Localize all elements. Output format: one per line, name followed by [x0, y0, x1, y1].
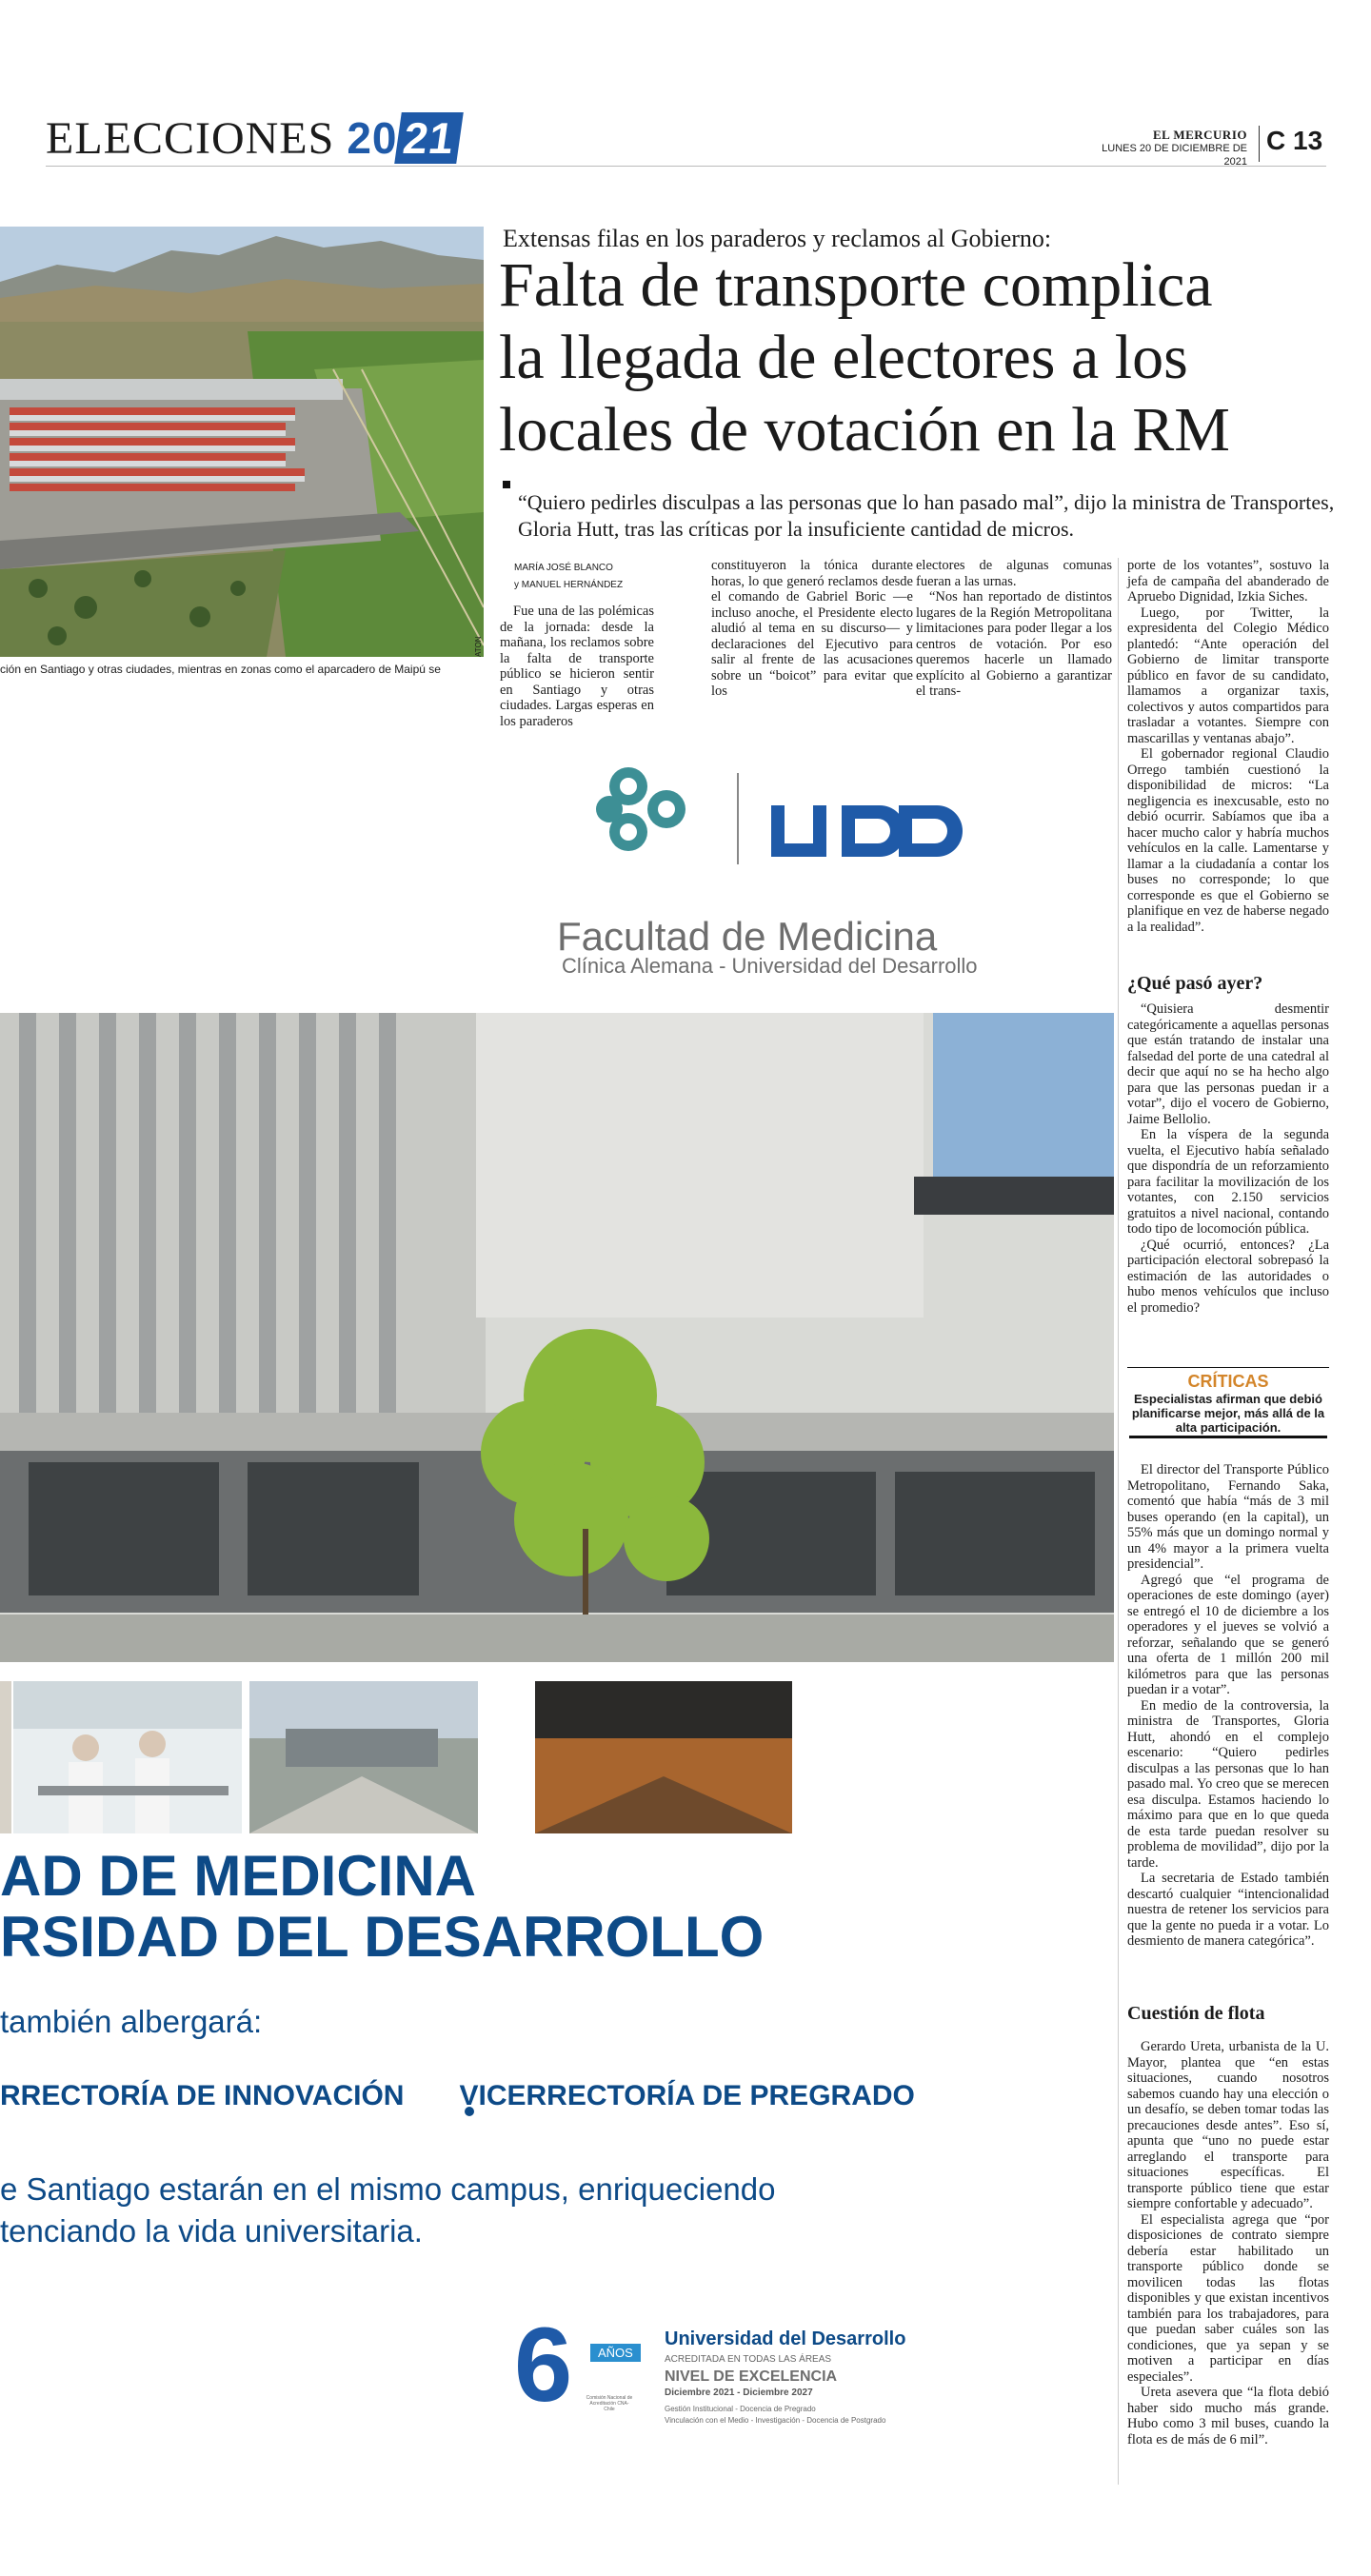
paragraph: constituyeron la tónica durante horas, lo que generó reclamos desde el comando de Gabriel Boric —e incluso anoche, el Presidente electo aludió al tema en su discurso— y declaraciones del Ejecutivo para salir al frente de las acusaciones sobre un “boicot” para evitar que los	[711, 558, 913, 699]
paragraph: El director del Transporte Público Metropolitano, Fernando Saka, comentó que había “más de 3 mil buses operando (en la capital), un 55% más que un domingo normal y un 4% mayor a la primera vuelta presidencial”.	[1127, 1462, 1329, 1572]
campus-render-photo	[249, 1681, 478, 1833]
headline-line-3: locales de votación en la RM	[499, 395, 1230, 465]
ad-faculty-name: Facultad de Medicina	[557, 914, 938, 959]
author-2: y MANUEL HERNÁNDEZ	[514, 580, 624, 590]
ad-vice-pregrado: VICERRECTORÍA DE PREGRADO	[459, 2080, 915, 2111]
newspaper-name: EL MERCURIO	[1152, 128, 1247, 142]
paragraph: La secretaria de Estado también descartó cualquier “intencionalidad nuestra de retener los servicios para que la gente no pueda ir a votar. Lo desmiento de manera categórica”.	[1127, 1871, 1329, 1949]
ad-headline-line-2: RSIDAD DEL DESARROLLO	[0, 1905, 765, 1969]
article-headline	[499, 249, 1337, 466]
paragraph: Gerardo Ureta, urbanista de la U. Mayor, plantea que “en estas situaciones, cuando nosotros sabemos cuando hay una elección o un desafío, se deben tomar todas las precauciones desde antes”. Eso sí, apunta que “uno no puede estar arreglando el transporte para situaciones específicas. El transporte público tiene que estar siempre confortable y adecuado”.	[1127, 2039, 1329, 2211]
ad-vicerrectorias	[0, 2080, 915, 2112]
ad-accreditation-years: 6	[514, 2307, 573, 2424]
ad-campus-text	[0, 2169, 775, 2252]
headline-line-2: la llegada de electores a los	[499, 323, 1188, 392]
article-column-4-section-2	[1127, 1001, 1329, 1316]
column-rule	[1118, 558, 1119, 2485]
article-kicker: Extensas filas en los paraderos y reclamos al Gobierno:	[503, 225, 1052, 252]
ad-period-label: Diciembre 2021 - Diciembre 2027	[665, 2388, 813, 2398]
ad-campus-line-2: tenciando la vida universitaria.	[0, 2213, 423, 2249]
paragraph: Fue una de las polémicas de la jornada: desde la mañana, los reclamos sobre la falta de transporte público se hicieron sentir en Santiago y otras ciudades. Largas esperas en los paraderos	[500, 604, 654, 729]
author-1: MARÍA JOSÉ BLANCO	[514, 563, 613, 573]
ad-level-label: NIVEL DE EXCELENCIA	[665, 2368, 838, 2385]
auditorium-photo	[535, 1681, 792, 1833]
ad-cna-label: Comisión Nacional de Acreditación CNA-Chile	[586, 2395, 633, 2412]
udd-wordmark-icon	[771, 805, 963, 857]
ad-areas-line-1: Gestión Institucional - Docencia de Pregrado	[665, 2405, 816, 2413]
photo-caption: ción en Santiago y otras ciudades, mientras en zonas como el aparcadero de Maipú se	[0, 663, 441, 676]
paragraph: El especialista agrega que “por disposiciones de contrato siempre debería estar habilitado un transporte público donde se movilicen todas las flotas disponibles y que existan incentivos también para los trabajadores, para que puedan saber cuáles son las condiciones, que ya sepan y se motiven a participar en días especiales”.	[1127, 2211, 1329, 2385]
news-photo	[0, 227, 484, 657]
article-column-2	[711, 558, 913, 700]
paragraph: Agregó que “el programa de operaciones de este domingo (ayer) se entregó el 10 de diciembre a los operadores y el jueves se volvió a reforzar, señalando que se generó una oferta de 1 millón 200 mil kilómetros para que las personas puedan ir a votar”.	[1127, 1572, 1329, 1697]
bus-depot-aerial-photo	[0, 227, 484, 657]
ad-accredited-label: ACREDITADA EN TODAS LAS ÁREAS	[665, 2354, 832, 2365]
ad-vice-innovation: RRECTORÍA DE INNOVACIÓN	[0, 2080, 405, 2111]
page-number: C 13	[1266, 126, 1323, 155]
section-title	[46, 112, 460, 165]
ad-clinic-name: Clínica Alemana - Universidad del Desarrollo	[562, 954, 978, 978]
page-separator	[1259, 126, 1260, 162]
masthead-info	[1076, 129, 1247, 168]
subheading: Cuestión de flota	[1127, 2003, 1265, 2024]
paragraph: Luego, por Twitter, la expresidenta del Colegio Médico plantedó: “Ante operación del Gobierno de limitar transporte público en favor de su candidato, llamamos a organizar taxis, colectivos y autos compartidos para trasladar a votantes. Siempre con mascarillas y ventanas abajo”.	[1127, 604, 1329, 746]
pull-quote-text: Especialistas afirman que debió planificarse mejor, más allá de la alta participación.	[1131, 1392, 1325, 1435]
article-column-1	[500, 604, 654, 729]
lab-photo	[13, 1681, 242, 1833]
ad-years-badge: AÑOS	[590, 2344, 641, 2362]
ad-areas-line-2: Vinculación con el Medio - Investigación - Docencia de Postgrado	[665, 2416, 886, 2425]
paragraph: En medio de la controversia, la ministra de Transportes, Gloria Hutt, ahondó en el complejo escenario: “Quiero pedirles disculpas a las personas que lo han pasado mal. Yo creo que se merecen esa disculpa. Estamos haciendo lo máximo para que en lo que queda de esta tarde puedan resolver su problema de movilidad”, dijo por la tarde.	[1127, 1697, 1329, 1871]
issue-date: LUNES 20 DE DICIEMBRE DE 2021	[1102, 143, 1247, 168]
paragraph: ¿Qué ocurrió, entonces? ¿La participación electoral sobrepasó la estimación de las autoridades o hubo menos vehículos que incluso el promedio?	[1127, 1237, 1329, 1316]
paragraph: “Quisiera desmentir categóricamente a aquellas personas que están tratando de instalar una falsedad del porte de una catedral al decir que aquí no se ha hecho algo para que las personas puedan ir a votar”, dijo el vocero de Gobierno, Jaime Bellolio.	[1127, 1001, 1329, 1127]
photo-credit: ATON	[474, 636, 483, 657]
ad-campus-line-1: e Santiago estarán en el mismo campus, enriqueciendo	[0, 2171, 776, 2207]
deck-bullet-icon	[503, 481, 510, 488]
udd-emblem-icon	[596, 767, 686, 851]
paragraph: porte de los votantes”, sostuvo la jefa de campaña del abanderado de Apruebo Dignidad, Izkia Siches.	[1127, 558, 1329, 604]
ad-also-text: también albergará:	[0, 2004, 263, 2039]
paragraph: Ureta asevera que “la flota debió haber sido mucho más grande. Hubo como 3 mil buses, cuando la flota es de más de 6 mil”.	[1127, 2385, 1329, 2447]
section-name: ELECCIONES	[46, 113, 335, 164]
paragraph: El gobernador regional Claudio Orrego también cuestionó la disponibilidad de micros: “La negligencia es inexcusable, esto no debió ocurrir. Sabíamos que iba a hacer mucho calor y habría muchos vehículos en la calle. Lamentarse y llamar a la ciudadanía a contar los buses no corresponde; lo que corresponde es que el Gobierno se planifique en vez de haberse negado a la realidad”.	[1127, 746, 1329, 935]
pull-quote-box	[1127, 1367, 1329, 1435]
article-deck: “Quiero pedirles disculpas a las personas que lo han pasado mal”, dijo la ministra de Transportes, Gloria Hutt, tras las críticas por la insuficiente cantidad de micros.	[518, 490, 1335, 541]
pull-quote-kicker: CRÍTICAS	[1187, 1372, 1269, 1391]
section-year: 2021	[347, 113, 459, 163]
ad-university-name: Universidad del Desarrollo	[665, 2328, 906, 2349]
article-column-4	[1127, 558, 1329, 935]
headline-line-1: Falta de transporte complica	[499, 250, 1213, 320]
paragraph: En la víspera de la segunda vuelta, el Ejecutivo había señalado que dispondría de un reforzamiento para facilitar la movilización de los votantes, con 2.150 servicios gratuitos a nivel nacional, contando todo tipo de locomoción pública.	[1127, 1127, 1329, 1237]
paragraph: “Nos han reportado de distintos lugares de la Región Metropolitana limitaciones para poder llegar a los centros de votación. Por eso queremos hacerle un llamado explícito al Gobierno a garantizar el trans-	[916, 589, 1112, 699]
article-column-4-section-3	[1127, 1462, 1329, 1950]
ad-headline-line-1: AD DE MEDICINA	[0, 1844, 477, 1908]
article-column-3	[916, 558, 1112, 700]
pull-quote-rule	[1129, 1436, 1327, 1438]
article-column-4-section-4	[1127, 2039, 1329, 2447]
subheading: ¿Qué pasó ayer?	[1127, 973, 1263, 994]
article-byline	[514, 560, 623, 594]
paragraph: electores de algunas comunas fueran a las urnas.	[916, 558, 1112, 589]
